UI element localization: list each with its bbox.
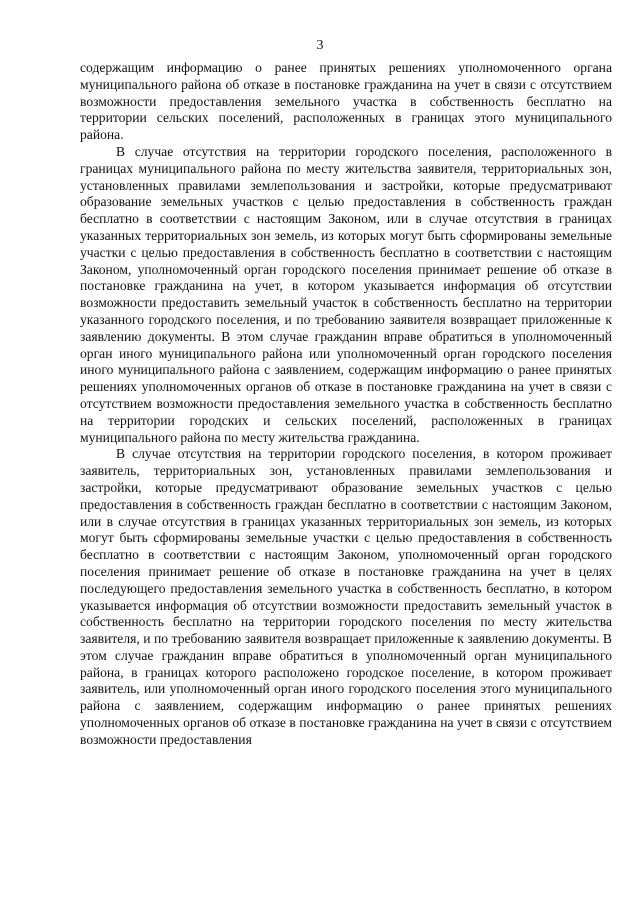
- page-number: 3: [316, 38, 324, 53]
- body-text: [80, 60, 612, 749]
- paragraph-urban-settlement-residence: В случае отсутствия на территории городского поселения, в котором проживает заявитель, территориальных зон, установленных правилами землепользования и застройки, которые предусматривают образование земельных участков с целью предоставления в собственность граждан бесплатно в соответствии с настоящим Законом, или в случае отсутствия в границах указанных территориальных зон земель, из которых могут быть сформированы земельные участки с целью предоставления в собственность бесплатно в соответствии с настоящим Законом, уполномоченный орган городского поселения принимает решение об отказе в постановке гражданина на учет в целях последующего предоставления земельного участка в собственность бесплатно, в котором указывается информация об отсутствии возможности предоставить земельный участок в собственность бесплатно на территории городского поселения по месту жительства заявителя, и по требованию заявителя возвращает приложенные к заявлению документы. В этом случае гражданин вправе обратиться в уполномоченный орган муниципального района, в границах которого расположено городское поселение, в котором проживает заявитель, или уполномоченный орган иного городского поселения этого муниципального района с заявлением, содержащим информацию о ранее принятых решениях уполномоченных органов об отказе в постановке гражданина на учет в связи с отсутствием возможности предоставления: [80, 446, 612, 747]
- paragraph-urban-settlement-district: В случае отсутствия на территории городского поселения, расположенного в границах муниципального района по месту жительства заявителя, территориальных зон, установленных правилами землепользования и застройки, которые предусматривают образование земельных участков с целью предоставления в собственность граждан бесплатно в соответствии с настоящим Законом, или в случае отсутствия в границах указанных территориальных зон земель, из которых могут быть сформированы земельные участки с целью предоставления в собственность бесплатно в соответствии с настоящим Законом, уполномоченный орган городского поселения принимает решение об отказе в постановке гражданина на учет, в котором указывается информация об отсутствии возможности предоставить земельный участок в собственность бесплатно на территории указанного городского поселения, и по требованию заявителя возвращает приложенные к заявлению документы. В этом случае гражданин вправе обратиться в уполномоченный орган иного муниципального района или уполномоченный орган городского поселения иного муниципального района с заявлением, содержащим информацию о ранее принятых решениях уполномоченных органов об отказе в постановке гражданина на учет в связи с отсутствием возможности предоставления земельного участка в собственность бесплатно на территории городских и сельских поселений, расположенных в границах муниципального района по месту жительства гражданина.: [80, 143, 612, 445]
- paragraph-continuation: содержащим информацию о ранее принятых решениях уполномоченного органа муниципального района об отказе в постановке гражданина на учет в связи с отсутствием возможности предоставления земельного участка в собственность бесплатно на территории сельских поселений, расположенных в границах этого муниципального района.: [80, 60, 612, 143]
